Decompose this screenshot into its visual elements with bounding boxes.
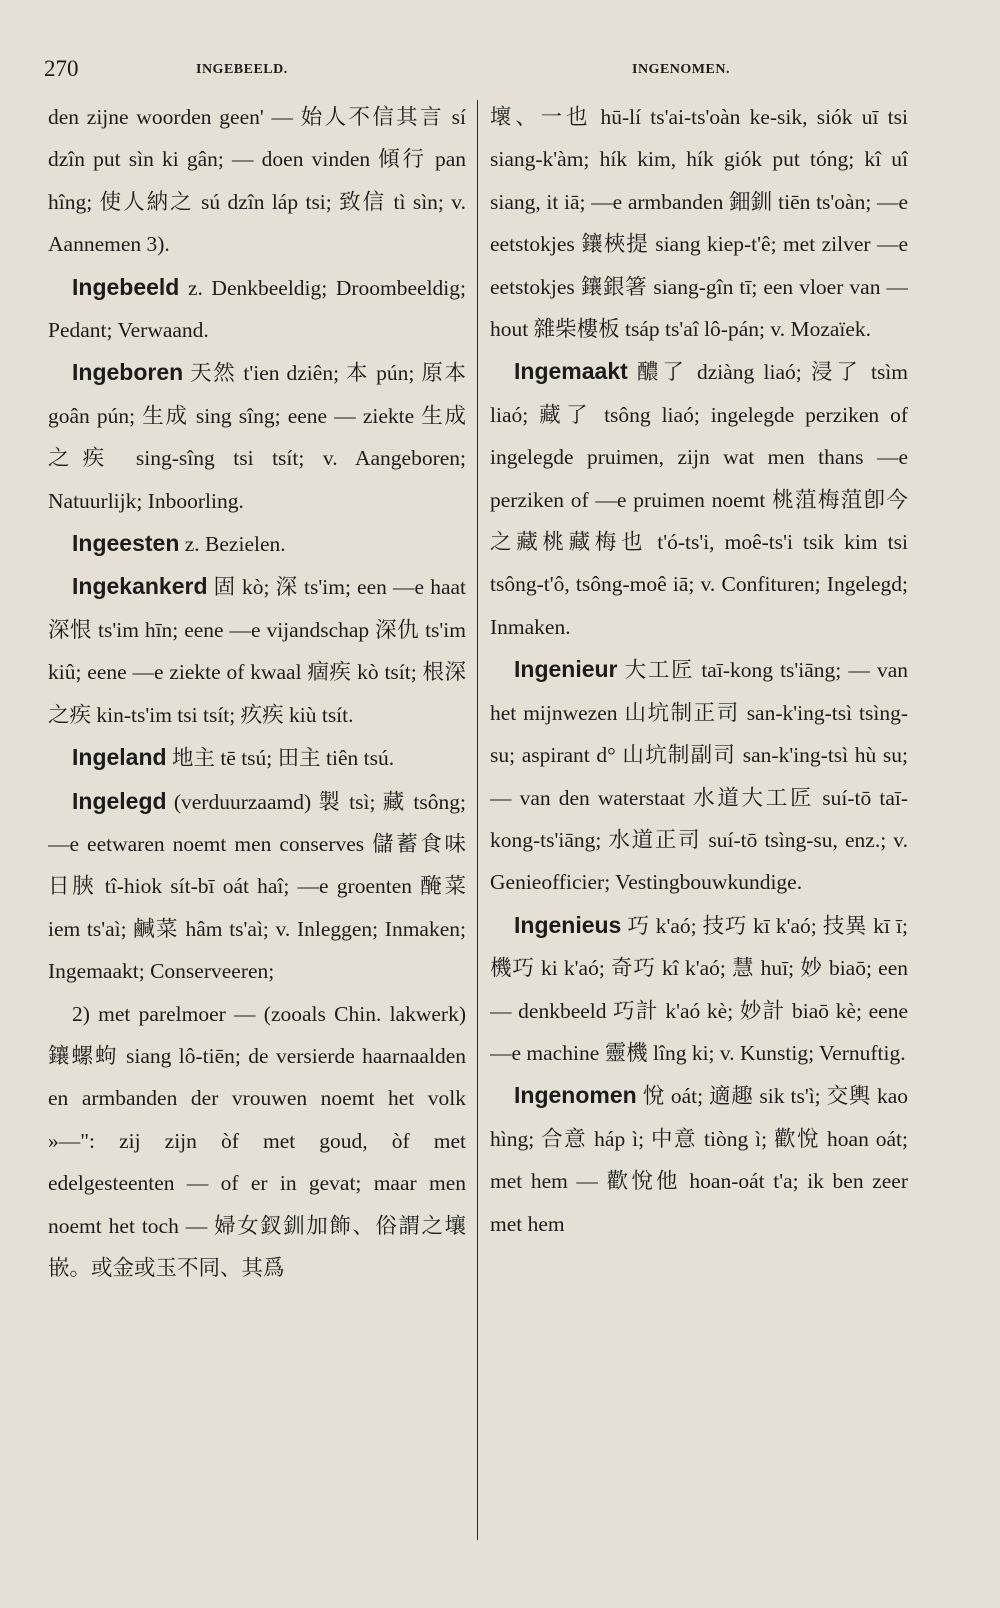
entry-ingemaakt bbox=[490, 350, 908, 648]
entry-continuation bbox=[490, 96, 908, 350]
entry-ingenieur bbox=[490, 648, 908, 903]
entry-text: z. Denkbeeldig; Droombeeldig; Pedant; Verwaand. bbox=[48, 275, 466, 343]
entry-ingeland bbox=[48, 736, 466, 779]
entry-headword: Ingemaakt bbox=[514, 358, 628, 385]
entry-continuation bbox=[48, 96, 466, 266]
entry-text: 地主 tē tsú; 田主 tiên tsú. bbox=[171, 746, 395, 771]
entry-text: 固 kò; 深 ts'im; een —e haat 深恨 ts'im hīn; eene —e vijandschap 深仇 ts'im kiû; eene —e ziekte of kwaal 痼疾 kò tsít; 根深之疾 kin-ts'im tsi tsít; 疚疾 kiù tsít. bbox=[48, 575, 466, 727]
entry-text: (verduurzaamd) 製 tsì; 藏 tsông; —e eetwaren noemt men conserves 儲蓄食味日脥 tî-hiok sít-bī oát haî; —e groenten 醃菜 iem ts'aì; 鹹菜 hâm ts'aì; v. Inleggen; Inmaken; Ingemaakt; Conserveeren; bbox=[48, 789, 466, 984]
entry-headword: Ingenomen bbox=[514, 1082, 637, 1109]
entry-headword: Ingenieus bbox=[514, 911, 622, 938]
entry-ingelegd-sense-2 bbox=[48, 993, 466, 1290]
entry-text: 醲了 dziàng liaó; 浸了 tsìm liaó; 藏了 tsông liaó; ingelegde perziken of ingelegde pruimen, zijn wat men thans —e perziken of —e pruimen noemt 桃菹梅菹卽今之藏桃藏梅也 t'ó-ts'i, moê-ts'i tsik kim tsi tsông-t'ô, tsông-moê iā; v. Confituren; Ingelegd; Inmaken. bbox=[490, 360, 908, 639]
entry-headword: Ingeboren bbox=[72, 359, 184, 386]
left-column bbox=[48, 96, 466, 1566]
entry-text: 天然 t'ien dziên; 本 pún; 原本 goân pún; 生成 sing sîng; eene — ziekte 生成之疾 sing-sîng tsi tsít; v. Aangeboren; Natuurlijk; Inboorling. bbox=[48, 361, 466, 513]
entry-text: den zijne woorden geen' — 始人不信其言 sí dzîn put sìn ki gân; — doen vinden 傾行 pan hîng; 使人納之 sú dzîn láp tsi; 致信 tì sìn; v. Aannemen 3). bbox=[48, 105, 466, 257]
right-guide-word: INGENOMEN. bbox=[632, 62, 730, 77]
entry-headword: Ingebeeld bbox=[72, 273, 180, 300]
left-guide-word: INGEBEELD. bbox=[196, 62, 288, 77]
column-divider bbox=[477, 100, 478, 1540]
entry-ingeesten bbox=[48, 522, 466, 565]
entry-ingelegd bbox=[48, 780, 466, 993]
entry-text: 悅 oát; 適趣 sik ts'ì; 交輿 kao hìng; 合意 háp ì; 中意 tiòng ì; 歡悅 hoan oát; met hem — 歡悅他 hoan-oát t'a; ik ben zeer met hem bbox=[490, 1084, 908, 1236]
entry-headword: Ingenieur bbox=[514, 656, 618, 683]
entry-ingebeeld bbox=[48, 266, 466, 352]
page-number: 270 bbox=[44, 56, 79, 81]
entry-headword: Ingelegd bbox=[72, 787, 167, 814]
entry-ingekankerd bbox=[48, 565, 466, 736]
entry-headword: Ingeland bbox=[72, 744, 167, 771]
entry-text: 2) met parelmoer — (zooals Chin. lakwerk) 鑲螺蚼 siang lô-tiēn; de versierde haarnaalden en armbanden der vrouwen noemt het volk »—": zij zijn òf met goud, òf met edelgesteenten — of er in gevat; maar men noemt het toch — 婦女釵釧加飾、俗謂之壤嵌。或金或玉不同、其爲 bbox=[48, 1001, 466, 1280]
entry-headword: Ingeesten bbox=[72, 530, 180, 557]
entry-text: 巧 k'aó; 技巧 kī k'aó; 技異 kī ī; 機巧 ki k'aó; 奇巧 kî k'aó; 慧 huī; 妙 biaō; een — denkbeeld 巧計 k'aó kè; 妙計 biaō kè; eene —e machine 靈機 lîng ki; v. Kunstig; Vernuftig. bbox=[490, 913, 908, 1065]
entry-text: 大工匠 taī-kong ts'iāng; — van het mijnwezen 山坑制正司 san-k'ing-tsì tsìng-su; aspirant d° 山坑制副司 san-k'ing-tsì hù su; — van den waterstaat 水道大工匠 suí-tō taī-kong-ts'iāng; 水道正司 suí-tō tsìng-su, enz.; v. Genieofficier; Vestingbouwkundige. bbox=[490, 658, 908, 895]
entry-ingeboren bbox=[48, 351, 466, 522]
entry-ingenomen bbox=[490, 1074, 908, 1245]
entry-text: z. Bezielen. bbox=[184, 532, 286, 557]
entry-text: 壞、一也 hū-lí ts'ai-ts'oàn ke-sik, siók uī tsi siang-k'àm; hík kim, hík giók put tóng; kî uî siang, it iā; —e armbanden 鈿釧 tiēn ts'oàn; —e eetstokjes 鑲梜提 siang kiep-t'ê; met zilver —e eetstokjes 鑲銀箸 siang-gîn tī; een vloer van — hout 雜柴樓板 tsáp ts'aî lô-pán; v. Mozaïek. bbox=[490, 105, 908, 342]
running-header bbox=[40, 52, 960, 86]
entry-headword: Ingekankerd bbox=[72, 573, 208, 600]
entry-ingenieus bbox=[490, 904, 908, 1075]
right-column bbox=[490, 96, 908, 1566]
